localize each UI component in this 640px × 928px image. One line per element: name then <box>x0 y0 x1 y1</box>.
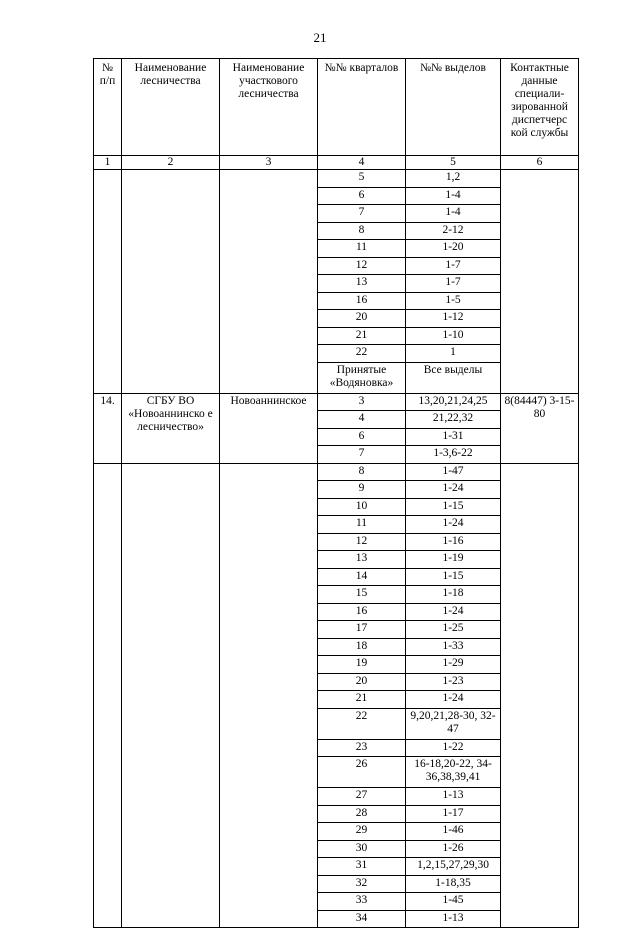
page-number: 21 <box>313 30 327 45</box>
contact-phone: 8(84447) 3-15-80 <box>501 393 579 463</box>
forestry-table <box>93 58 579 928</box>
quarter-cell: 6 <box>318 428 406 446</box>
quarter-cell: 31 <box>318 858 406 876</box>
sections-cell: 1-5 <box>406 292 501 310</box>
sections-cell: 1-25 <box>406 621 501 639</box>
sections-cell: 1-45 <box>406 893 501 911</box>
quarter-cell: 28 <box>318 805 406 823</box>
entry-number: 14. <box>94 393 122 463</box>
num-cell <box>94 463 122 928</box>
forestry-cell <box>122 170 220 394</box>
quarter-cell: 20 <box>318 310 406 328</box>
sections-cell: 1-24 <box>406 516 501 534</box>
quarter-cell: 8 <box>318 463 406 481</box>
district-name: Новоаннинское <box>220 393 318 463</box>
quarter-cell: 6 <box>318 187 406 205</box>
quarter-cell: 33 <box>318 893 406 911</box>
column-number: 1 <box>94 156 122 170</box>
quarter-cell: 20 <box>318 673 406 691</box>
quarter-cell: 13 <box>318 551 406 569</box>
header-quarters: №№ кварталов <box>318 59 406 156</box>
quarter-cell: 30 <box>318 840 406 858</box>
quarter-cell: 13 <box>318 275 406 293</box>
quarter-cell: 7 <box>318 205 406 223</box>
quarter-cell: 17 <box>318 621 406 639</box>
quarter-cell: 21 <box>318 327 406 345</box>
sections-cell: 1-7 <box>406 257 501 275</box>
sections-cell: 1,2 <box>406 170 501 188</box>
sections-cell: 1-24 <box>406 691 501 709</box>
num-cell <box>94 170 122 394</box>
contact-cell <box>501 170 579 394</box>
quarter-cell: 32 <box>318 875 406 893</box>
sections-cell: 1-13 <box>406 910 501 928</box>
header-forestry: Наименование лесничества <box>122 59 220 156</box>
sections-cell: 1-19 <box>406 551 501 569</box>
sections-cell: 1-15 <box>406 498 501 516</box>
column-number: 5 <box>406 156 501 170</box>
quarter-cell: 22 <box>318 345 406 363</box>
quarter-cell: 12 <box>318 257 406 275</box>
table-header-row <box>94 59 579 156</box>
district-cell <box>220 463 318 928</box>
sections-cell: 1-18 <box>406 586 501 604</box>
quarter-cell: 21 <box>318 691 406 709</box>
quarter-cell: 14 <box>318 568 406 586</box>
quarter-cell: 16 <box>318 292 406 310</box>
sections-cell: 1-7 <box>406 275 501 293</box>
quarter-cell: 10 <box>318 498 406 516</box>
sections-cell: 1-24 <box>406 603 501 621</box>
header-sections: №№ выделов <box>406 59 501 156</box>
sections-cell: 16-18,20-22, 34-36,38,39,41 <box>406 757 501 788</box>
quarter-cell: 29 <box>318 823 406 841</box>
sections-cell: 1-20 <box>406 240 501 258</box>
quarter-cell: 7 <box>318 446 406 464</box>
sections-cell: 9,20,21,28-30, 32-47 <box>406 708 501 739</box>
district-cell <box>220 170 318 394</box>
sections-cell: Все выделы <box>406 362 501 393</box>
sections-cell: 13,20,21,24,25 <box>406 393 501 411</box>
header-contact: Контактные данные специали-зированной диспетчерс кой службы <box>501 59 579 156</box>
quarter-cell: 11 <box>318 240 406 258</box>
sections-cell: 1-15 <box>406 568 501 586</box>
forestry-name: СГБУ ВО «Новоаннинско е лесничество» <box>122 393 220 463</box>
quarter-cell: 4 <box>318 411 406 429</box>
quarter-cell: 23 <box>318 739 406 757</box>
quarter-cell: 8 <box>318 222 406 240</box>
sections-cell: 1-26 <box>406 840 501 858</box>
header-num: № п/п <box>94 59 122 156</box>
quarter-cell: 18 <box>318 638 406 656</box>
sections-cell: 1-24 <box>406 481 501 499</box>
sections-cell: 1-22 <box>406 739 501 757</box>
sections-cell: 1,2,15,27,29,30 <box>406 858 501 876</box>
quarter-cell: 26 <box>318 757 406 788</box>
sections-cell: 1-47 <box>406 463 501 481</box>
table-row <box>94 170 579 188</box>
sections-cell: 1-16 <box>406 533 501 551</box>
sections-cell: 1-12 <box>406 310 501 328</box>
quarter-cell: 15 <box>318 586 406 604</box>
sections-cell: 1-31 <box>406 428 501 446</box>
table-row <box>94 393 579 411</box>
column-number: 3 <box>220 156 318 170</box>
contact-cell <box>501 463 579 928</box>
sections-cell: 1-29 <box>406 656 501 674</box>
quarter-cell: 5 <box>318 170 406 188</box>
column-number-row <box>94 156 579 170</box>
quarter-cell: 27 <box>318 788 406 806</box>
sections-cell: 1-10 <box>406 327 501 345</box>
header-district: Наименование участкового лесничества <box>220 59 318 156</box>
sections-cell: 1-46 <box>406 823 501 841</box>
quarter-cell: Принятые «Водяновка» <box>318 362 406 393</box>
quarter-cell: 16 <box>318 603 406 621</box>
quarter-cell: 3 <box>318 393 406 411</box>
quarter-cell: 34 <box>318 910 406 928</box>
quarter-cell: 19 <box>318 656 406 674</box>
sections-cell: 1-13 <box>406 788 501 806</box>
sections-cell: 21,22,32 <box>406 411 501 429</box>
table-row <box>94 463 579 481</box>
quarter-cell: 12 <box>318 533 406 551</box>
sections-cell: 1 <box>406 345 501 363</box>
forestry-cell <box>122 463 220 928</box>
column-number: 4 <box>318 156 406 170</box>
sections-cell: 1-33 <box>406 638 501 656</box>
quarter-cell: 9 <box>318 481 406 499</box>
sections-cell: 1-18,35 <box>406 875 501 893</box>
quarter-cell: 11 <box>318 516 406 534</box>
sections-cell: 1-23 <box>406 673 501 691</box>
sections-cell: 2-12 <box>406 222 501 240</box>
column-number: 2 <box>122 156 220 170</box>
sections-cell: 1-4 <box>406 205 501 223</box>
sections-cell: 1-3,6-22 <box>406 446 501 464</box>
column-number: 6 <box>501 156 579 170</box>
sections-cell: 1-4 <box>406 187 501 205</box>
quarter-cell: 22 <box>318 708 406 739</box>
sections-cell: 1-17 <box>406 805 501 823</box>
